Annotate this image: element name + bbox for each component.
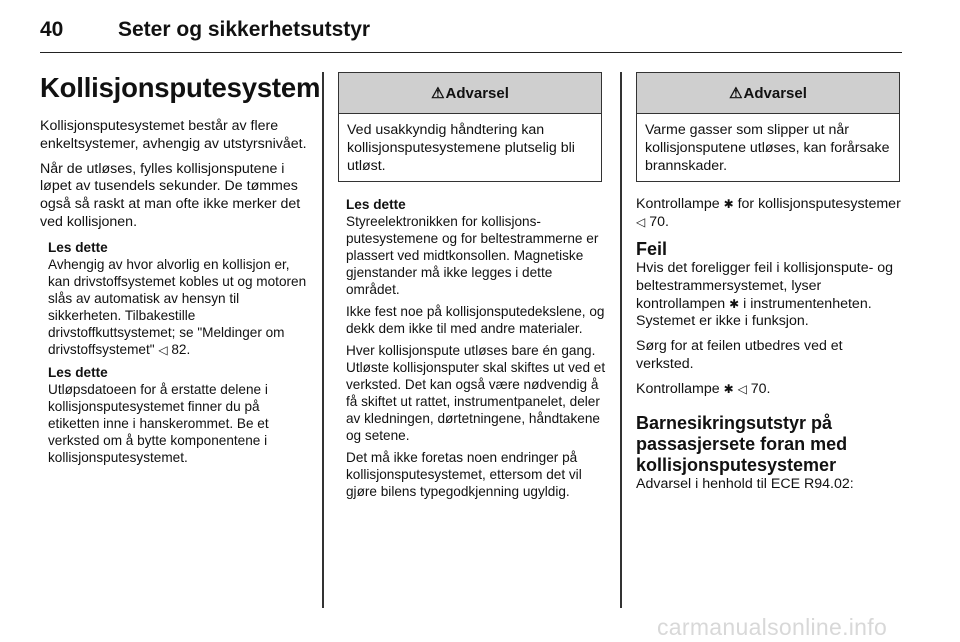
column-3 <box>636 72 904 500</box>
section-title: Seter og sikkerhetsutstyr <box>118 18 371 41</box>
page-ref-triangle-icon: ◁ <box>158 342 168 357</box>
page-ref-triangle-icon: ◁ <box>737 381 747 396</box>
text: Kontrollampe <box>636 380 720 397</box>
note-block <box>346 196 606 500</box>
paragraph <box>636 196 904 232</box>
paragraph: Når de utløses, fylles kollisjonsputene i løpet av tusendels sekunder. De tømmes også så raskt at man ofte ikke merker det ved kollisjonen. <box>40 160 301 230</box>
note-block <box>48 239 308 466</box>
column-2 <box>338 72 606 505</box>
text: for kollisjonsputesystemer <box>737 196 901 213</box>
note-text-body: Avhengig av hvor alvorlig en kollisjon er, kan drivstoffsystemet kobles ut og motoren slås av automatisk av hensyn til sikkerheten. Tilbakestille drivstoffkuttsystemet; se "Meldinger om drivstoffsystemet" <box>48 256 307 357</box>
note-text: Utløpsdatoeen for å erstatte delene i kollisjonsputesystemet finner du på etiketten inne i hanskerommet. Be et verksted om å bytte komponentene i kollisjonsputesystemet. <box>48 381 269 465</box>
page-ref: 70. <box>649 214 669 231</box>
column-1 <box>40 72 321 471</box>
page-number: 40 <box>40 18 64 41</box>
heading-feil: Feil <box>636 238 668 259</box>
note-title: Les dette <box>48 239 108 255</box>
warning-box <box>338 72 602 182</box>
page-ref-triangle-icon: ◁ <box>636 215 646 230</box>
warning-triangle-icon: ⚠ <box>431 85 445 102</box>
warning-text: Ved usakkyndig håndtering kan kollisjonsputesystemene plutselig bli utløst. <box>347 122 575 174</box>
paragraph: Advarsel i henhold til ECE R94.02: <box>636 475 854 492</box>
airbag-icon: ✱ <box>729 296 740 311</box>
warning-box <box>636 72 900 182</box>
column-divider <box>620 72 622 608</box>
warning-header <box>339 73 601 114</box>
warning-header <box>637 73 899 114</box>
column-divider <box>322 72 324 608</box>
paragraph <box>636 260 904 331</box>
note-text: Ikke fest noe på kollisjonsputedekslene, og dekk dem ikke til med andre materialer. <box>346 304 605 337</box>
airbag-icon: ✱ <box>723 197 734 212</box>
text: Kontrollampe <box>636 196 720 213</box>
page-ref: 70. <box>750 380 771 397</box>
warning-triangle-icon: ⚠ <box>729 85 743 102</box>
watermark: carmanualsonline.info <box>657 614 888 640</box>
page-title: Kollisjonsputesystem <box>40 72 321 103</box>
page-header <box>40 12 902 53</box>
airbag-icon: ✱ <box>723 381 734 396</box>
warning-title: Advarsel <box>445 84 509 102</box>
paragraph <box>636 381 904 399</box>
warning-title: Advarsel <box>743 84 807 102</box>
paragraph: Sørg for at feilen utbedres ved et verksted. <box>636 338 843 372</box>
text: i instrumentenheten. Systemet er ikke i funksjon. <box>636 295 872 330</box>
note-text: Hver kollisjonspute utløses bare én gang. Utløste kollisjonsputer skal skiftes ut ved et verksted. Det kan også være nødvendig å få skiftet ut rattet, instrumentpanelet, deler av kledningen, dørtetningene, håndtakene og setene. <box>346 343 606 444</box>
note-text <box>48 256 308 359</box>
paragraph: Kollisjonsputesystemet består av flere enkeltsystemer, avhengig av utstyrsnivået. <box>40 118 307 152</box>
note-text: Det må ikke foretas noen endringer på kollisjonsputesystemet, ettersom det vil gjøre bilens typegodkjenning ugyldig. <box>346 450 582 500</box>
warning-text: Varme gasser som slipper ut når kollisjonsputene utløses, kan forårsake brannskader. <box>645 122 890 174</box>
page-ref: 82. <box>171 341 191 357</box>
note-text: Styreelektronikken for kollisjonsputesystemene og for beltestrammerne er plassert ved midtkonsollen. Magnetiske gjenstander må ikke legges i dette området. <box>346 214 599 298</box>
note-title: Les dette <box>48 364 108 380</box>
text: Hvis det foreligger feil i kollisjonspute- og beltestrammersystemet, lyser kontrollampen <box>636 259 894 312</box>
note-title: Les dette <box>346 197 406 213</box>
heading-child-restraint: Barnesikringsutstyr på passasjersete foran med kollisjonsputesystemer <box>636 412 848 475</box>
